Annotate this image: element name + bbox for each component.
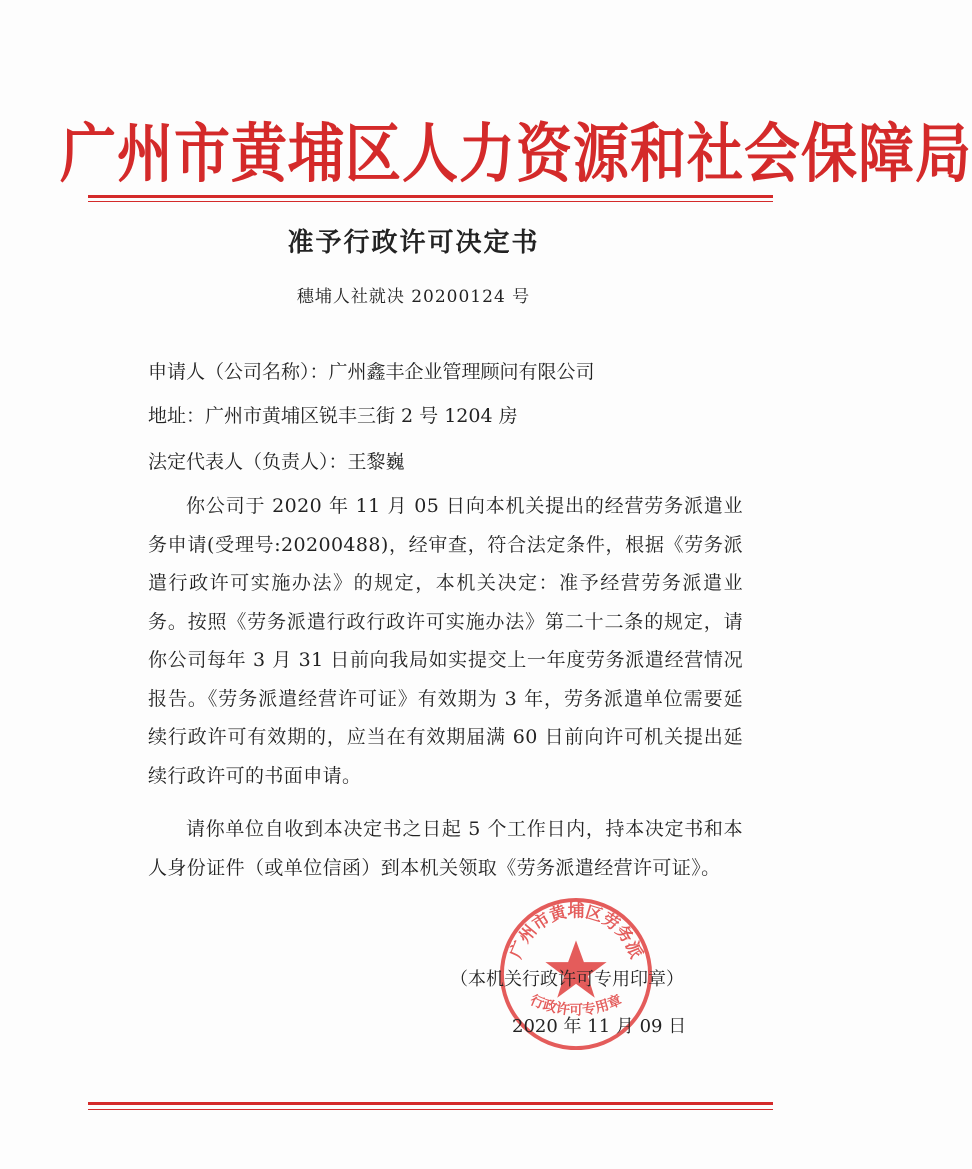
decision-paragraph: 你公司于 2020 年 11 月 05 日向本机关提出的经营劳务派遣业务申请(受理号:20200488)，经审查，符合法定条件，根据《劳务派遣行政许可实施办法》的规定，本机关决定：准予经营劳务派遣业务。按照《劳务派遣行政行政许可实施办法》第二十二条的规定，请你公司每年 3 月 31 日前向我局如实提交上一年度劳务派遣经营情况报告。《劳务派遣经营许可证》有效期为 3 年，劳务派遣单位需要延续行政许可有效期的，应当在有效期届满 60 日前向许可机关提出延续行政许可的书面申请。 — [148, 495, 743, 787]
address-field: 地址：广州市黄埔区锐丰三街 2 号 1204 房 — [148, 405, 518, 427]
seal-bottom-text: 行政许可专用章 — [527, 992, 625, 1019]
document-title: 准予行政许可决定书 — [287, 228, 540, 258]
applicant-field: 申请人（公司名称）：广州鑫丰企业管理顾问有限公司 — [148, 361, 595, 383]
document-number: 穗埔人社就决 20200124 号 — [296, 287, 531, 307]
masthead-rule-thin — [88, 201, 773, 202]
footer-rule-thin — [88, 1109, 773, 1110]
seal-caption: （本机关行政许可专用印章） — [450, 969, 684, 990]
legal-representative-field: 法定代表人（负责人）：王黎巍 — [148, 451, 405, 473]
issue-date: 2020 年 11 月 09 日 — [512, 1016, 687, 1037]
masthead-rule — [88, 195, 773, 198]
agency-masthead: 广州市黄埔区人力资源和社会保障局 — [60, 116, 972, 192]
decision-body — [148, 487, 743, 887]
collection-paragraph: 请你单位自收到本决定书之日起 5 个工作日内，持本决定书和本人身份证件（或单位信函）到本机关领取《劳务派遣经营许可证》。 — [148, 818, 743, 879]
seal-top-text: 广州市黄埔区劳务派 — [505, 900, 647, 962]
footer-rule — [88, 1102, 773, 1105]
